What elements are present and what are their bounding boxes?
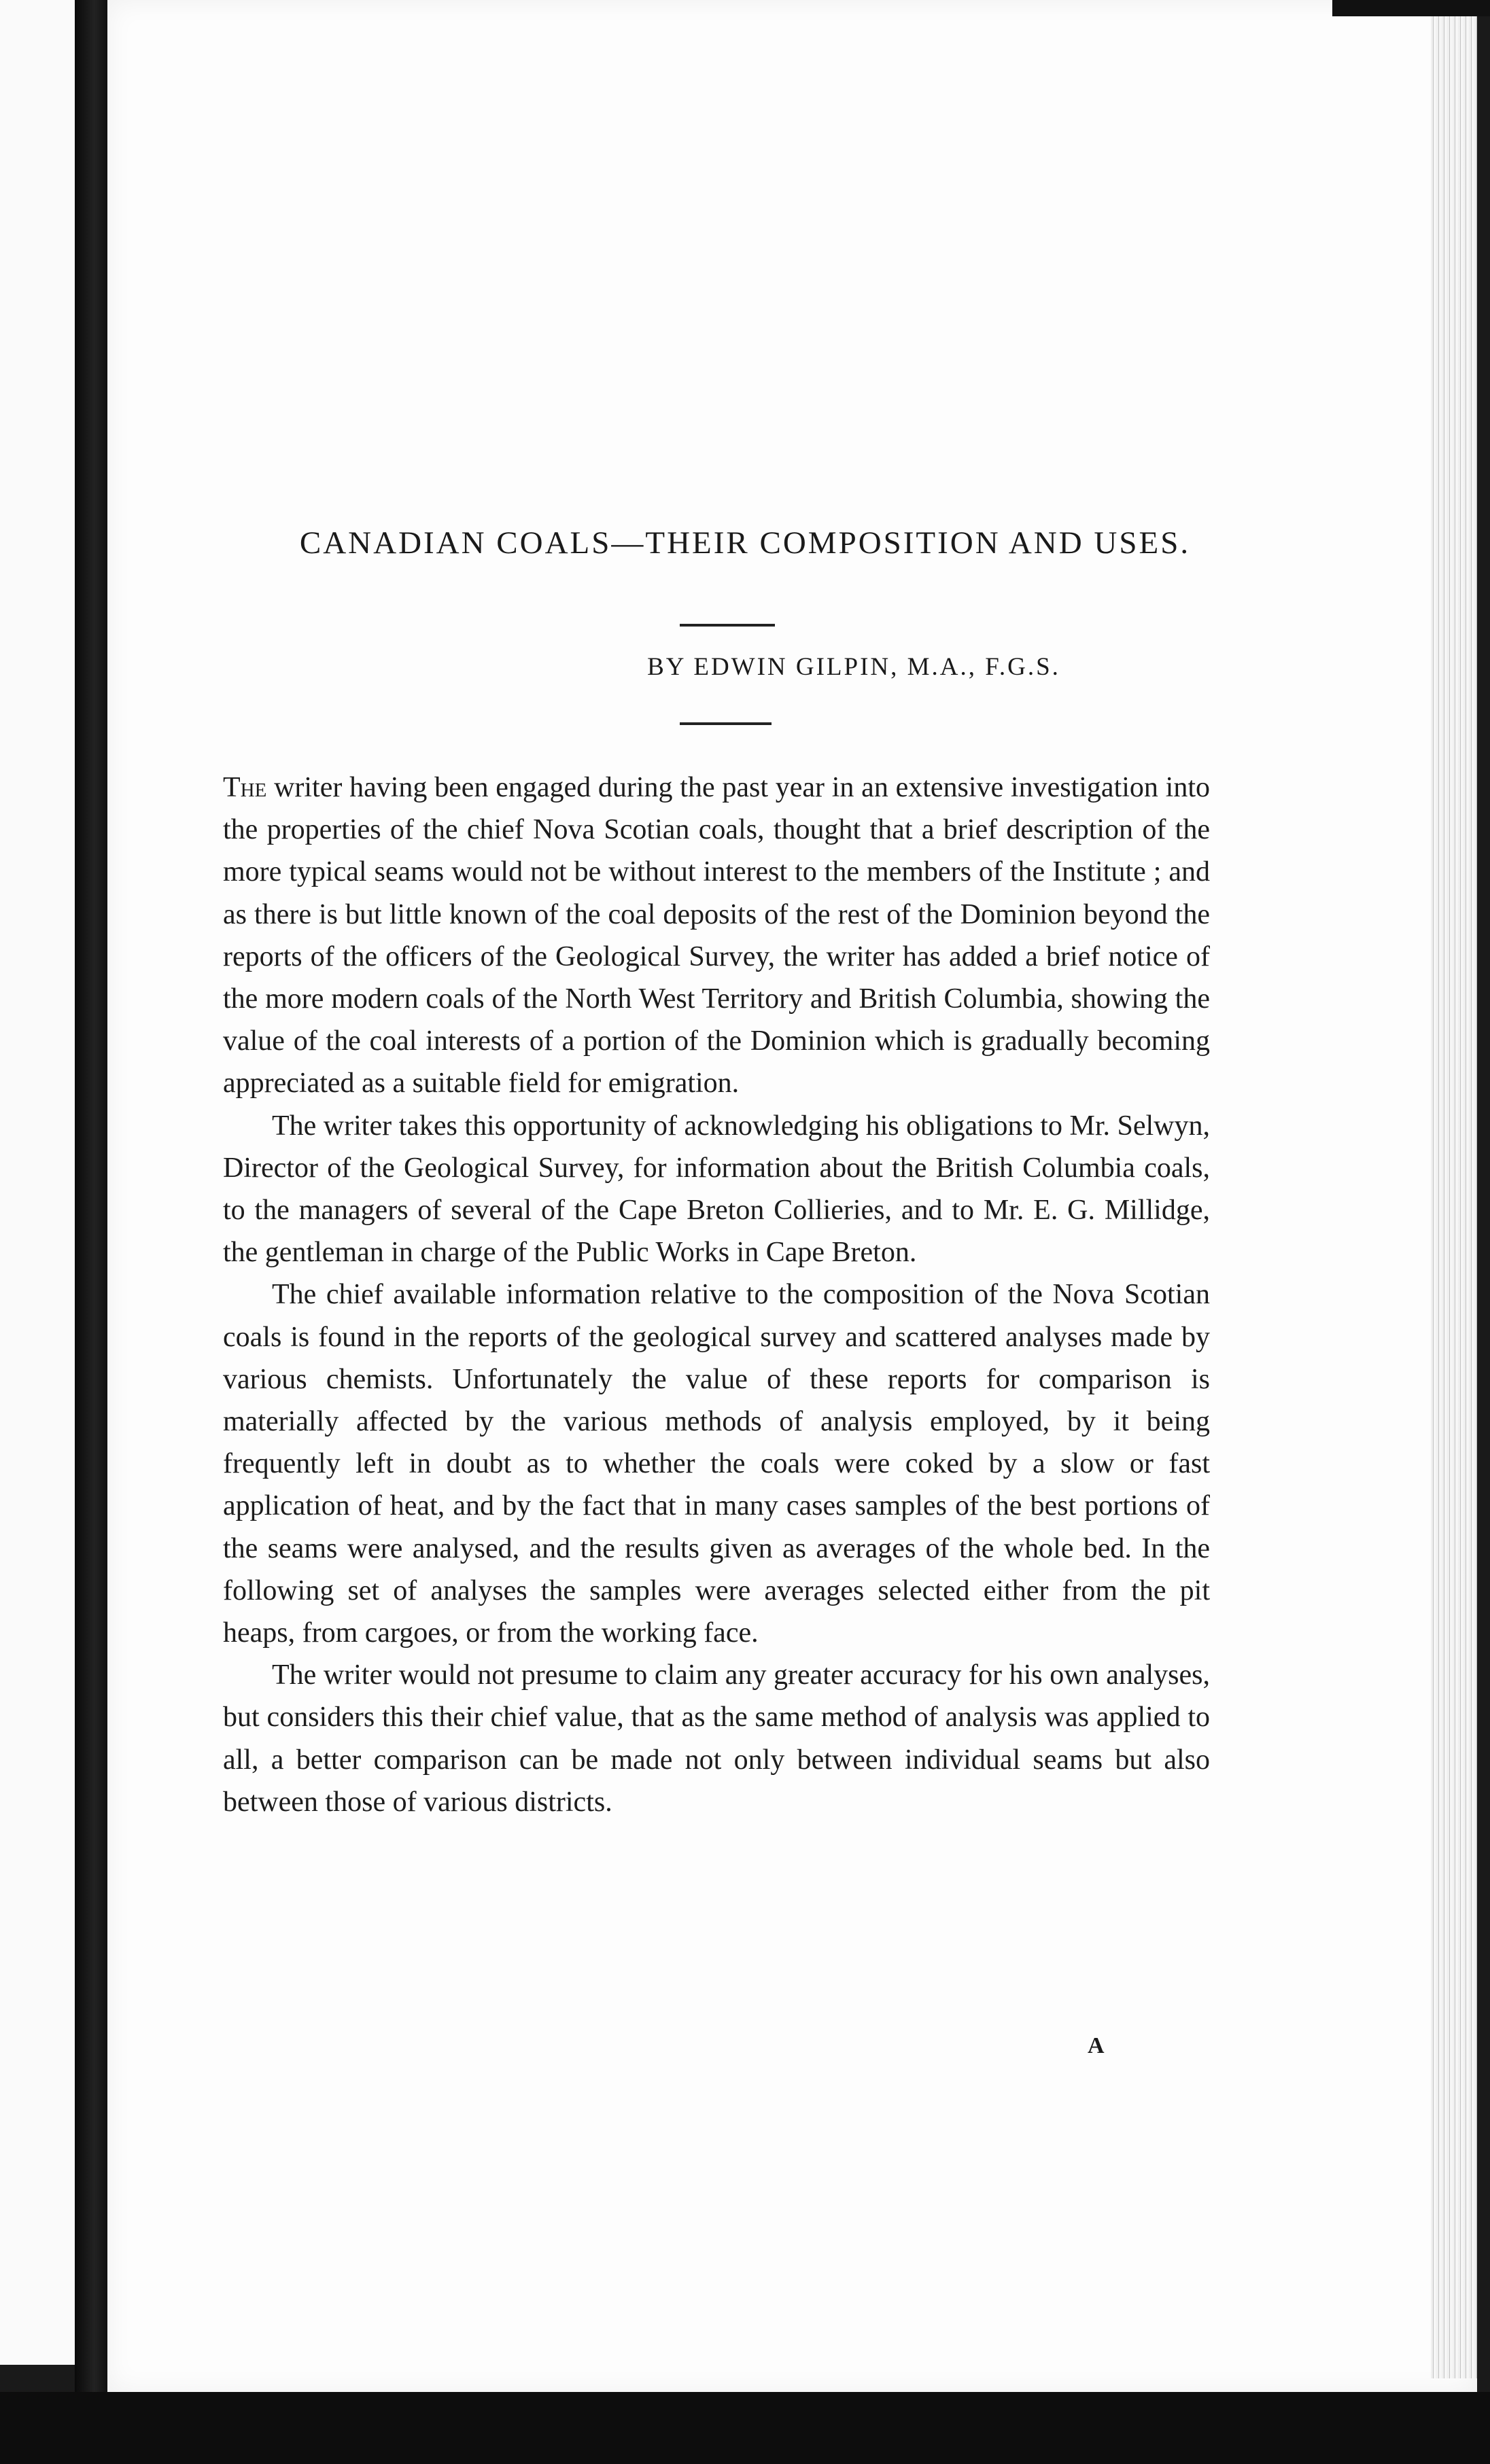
article-byline: BY EDWIN GILPIN, M.A., F.G.S.	[647, 653, 1060, 681]
paragraph-4: The writer would not presume to claim any greater accuracy for his own analyses, but considers this their chief value, that as the same method of analysis was applied to all, a better comparison can be made not only between individual seams but also between those of various districts.	[223, 1659, 1210, 1818]
article-title: CANADIAN COALS—THEIR COMPOSITION AND USES.	[299, 525, 1191, 561]
paragraph-1-text: writer having been engaged during the past year in an extensive investigation into the properties of the chief Nova Scotian coals, thought that a brief description of the more typical seams would not be without interest to the members of the Institute ; and as there is but little known of the coal deposits of the rest of the Dominion beyond the reports of the officers of the Geological Survey, the writer has added a brief notice of the more modern coals of the North West Territory and British Columbia, showing the value of the coal interests of a portion of the Dominion which is gradually becoming appreciated as a suitable field for emigration.	[223, 772, 1210, 1099]
signature-mark: A	[1088, 2033, 1105, 2058]
title-rule	[680, 624, 775, 627]
paragraph-1	[223, 767, 1210, 1105]
scan-border-bottom	[0, 2392, 1490, 2464]
paragraph-3: The chief available information relative to the composition of the Nova Scotian coals is found in the reports of the geological survey and scattered analyses made by various chemists. Unfortunately the value of these reports for comparison is materially affected by the various methods of analysis employed, by it being frequently left in doubt as to whether the coals were coked by a slow or fast application of heat, and by the fact that in many cases samples of the best portions of the seams were analysed, and the results given as averages of the whole bed. In the following set of analyses the samples were averages selected either from the pit heaps, from cargoes, or from the working face.	[223, 1279, 1210, 1649]
article-body	[223, 767, 1210, 1823]
paragraph-2: The writer takes this opportunity of acknowledging his obligations to Mr. Selwyn, Director of the Geological Survey, for information about the British Columbia coals, to the managers of several of the Cape Breton Collieries, and to Mr. E. G. Millidge, the gentleman in charge of the Public Works in Cape Breton.	[223, 1110, 1210, 1269]
previous-page-edge	[0, 0, 76, 2365]
page-stack-edge	[1431, 14, 1477, 2378]
scan-border-top	[1332, 0, 1490, 16]
binding-gutter	[75, 0, 107, 2464]
paragraph-1-lead: The	[223, 772, 267, 803]
byline-rule	[680, 722, 772, 725]
